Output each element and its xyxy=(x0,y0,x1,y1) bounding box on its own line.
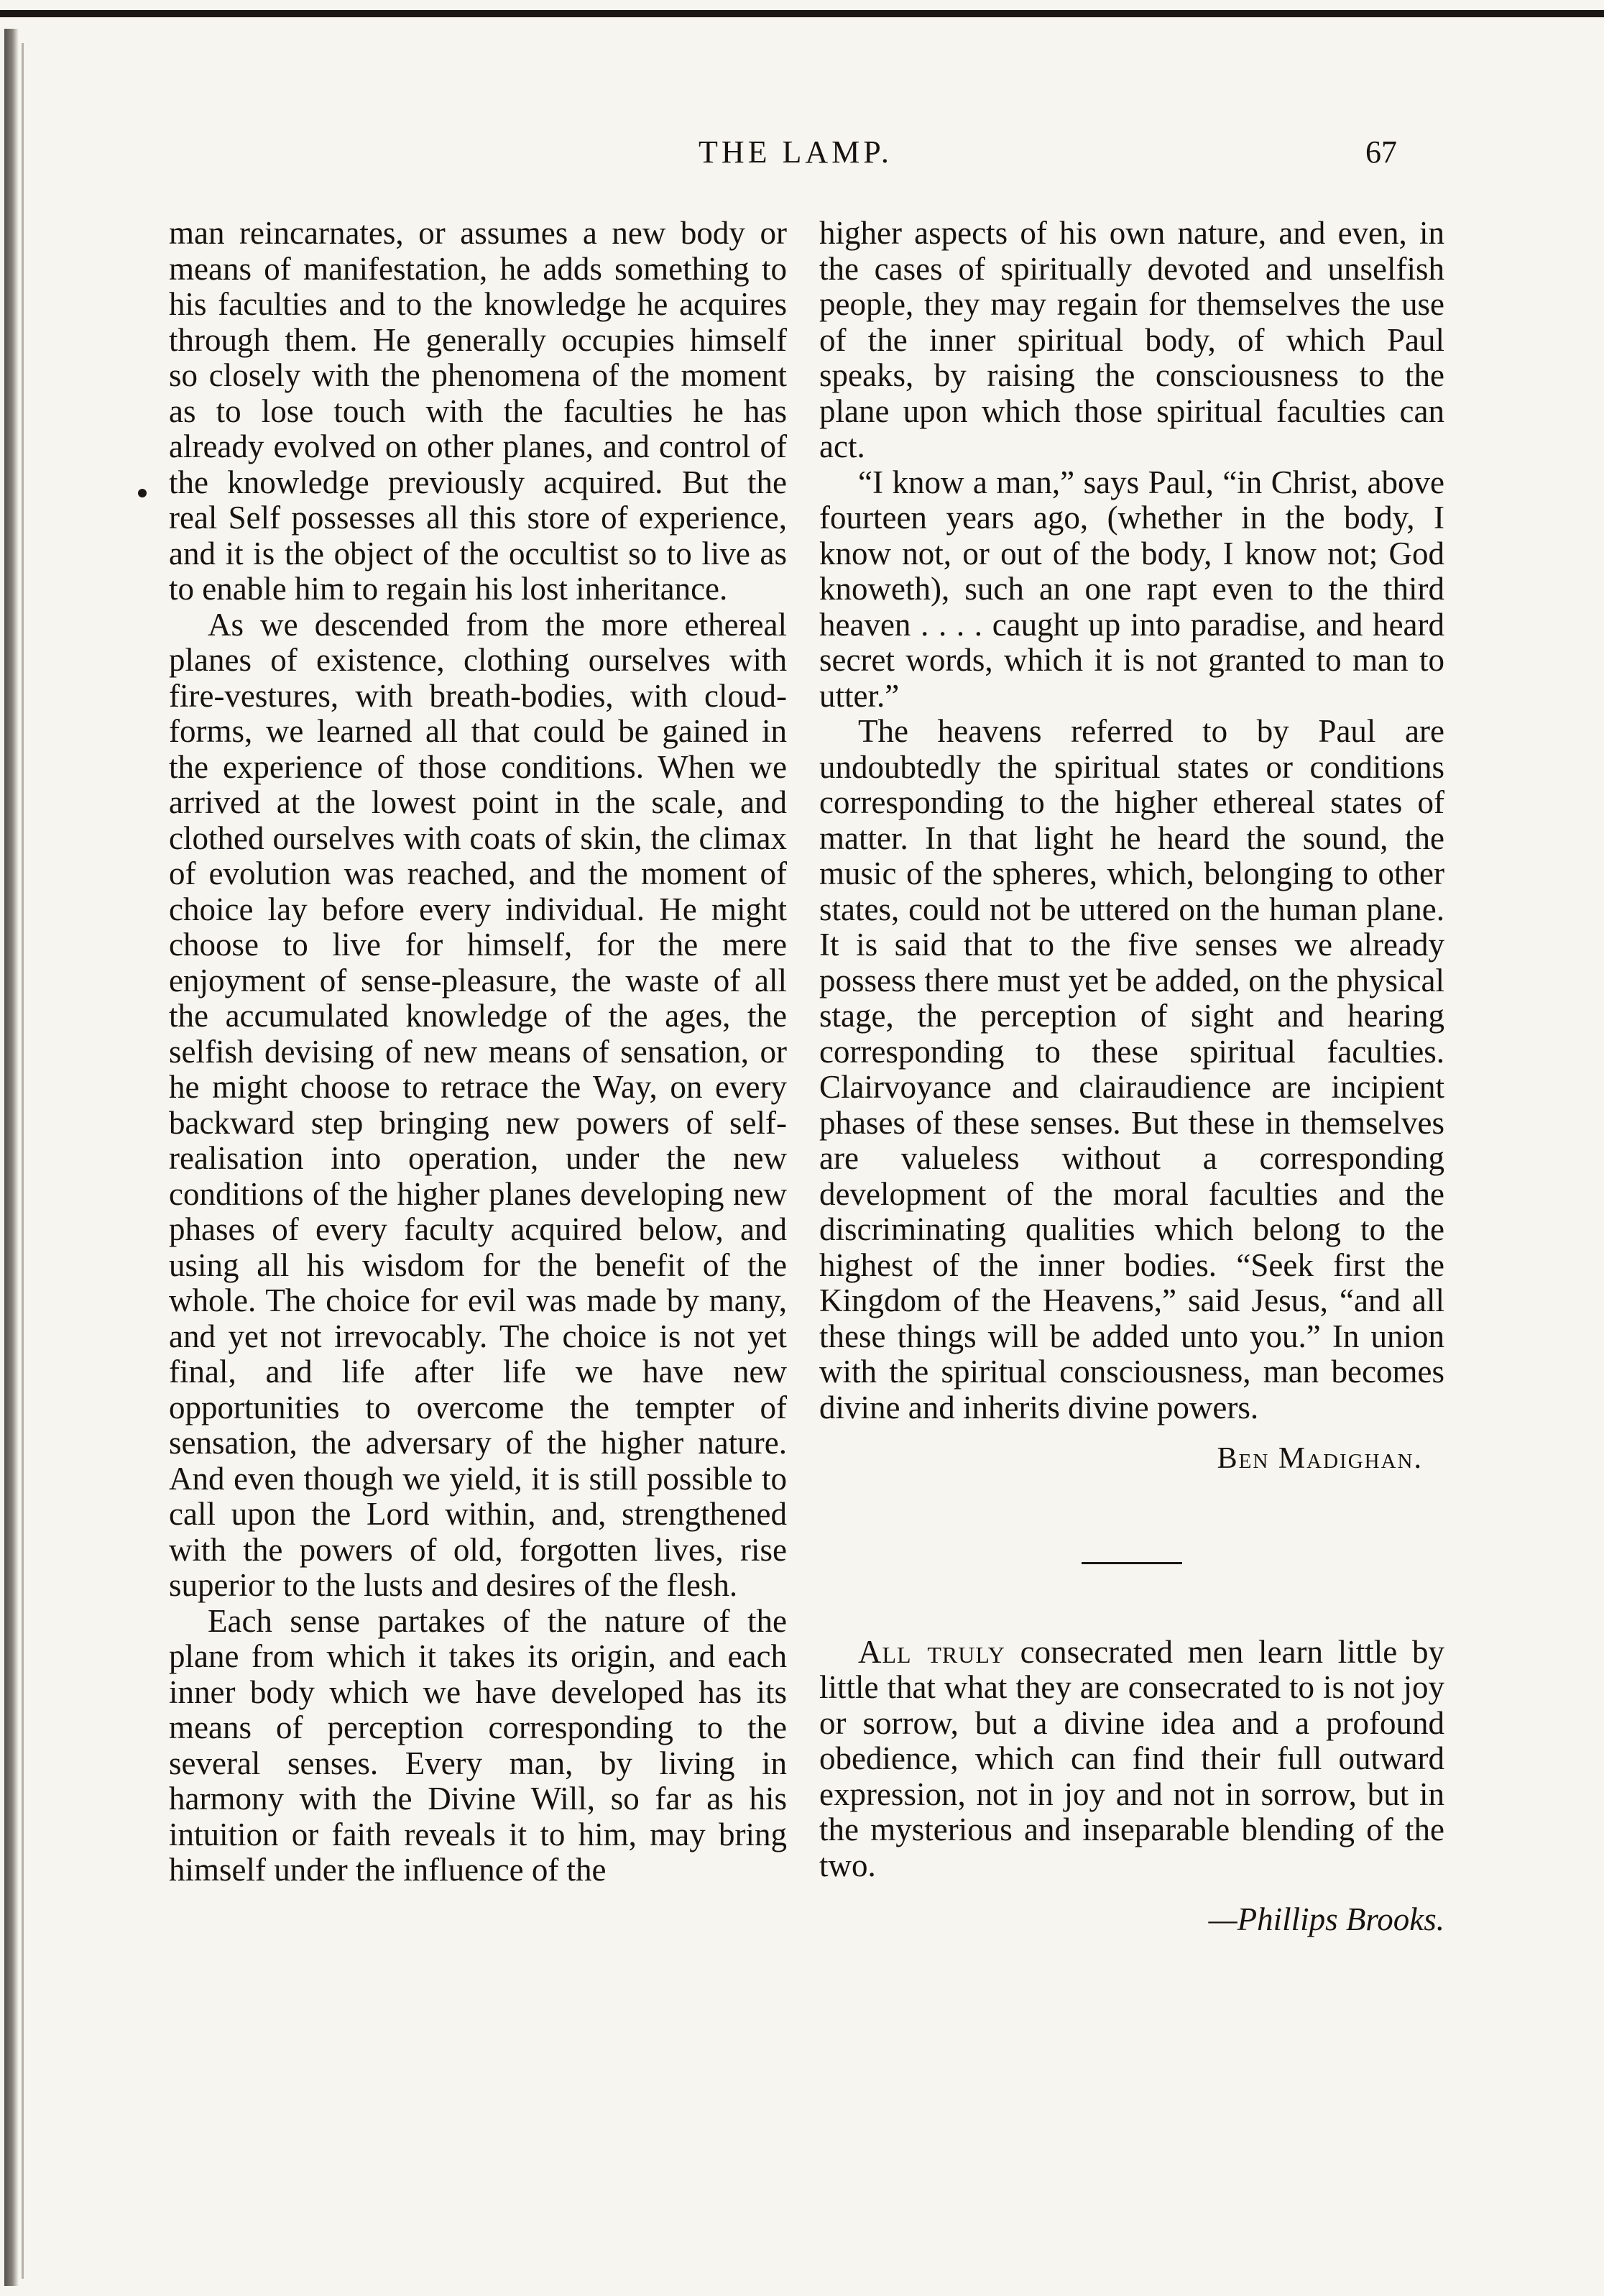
paragraph: The heavens referred to by Paul are undoubtedly the spiritual states or conditions corresponding to the higher ethereal states of matter. In that light he heard the sound, the music of the spheres, which, belonging to other states, could not be uttered on the human plane. It is said that to the five senses we already possess there must yet be added, on the physical stage, the perception of sight and hearing corresponding to these spiritual faculties. Clairvoyance and clairaudience are incipient phases of these senses. But these in themselves are valueless without a corresponding development of the moral faculties and the discriminating qualities which belong to the highest of the inner bodies. “Seek first the Kingdom of the Heavens,” said Jesus, “and all these things will be added unto you.” In union with the spiritual consciousness, man becomes divine and inherits divine powers. xyxy=(819,713,1444,1425)
paragraph: “I know a man,” says Paul, “in Christ, above fourteen years ago, (whether in the body, I know not, or out of the body, I know not; God knoweth), such an one rapt even to the third heaven . . . . caught up into paradise, and heard secret words, which it is not granted to man to utter.” xyxy=(819,464,1444,714)
quote-lead: All truly xyxy=(858,1633,1005,1670)
left-column xyxy=(169,216,787,1888)
page-number: 67 xyxy=(1365,134,1397,170)
binding-edge-shadow xyxy=(4,29,19,2286)
right-column xyxy=(819,216,1444,1938)
page-header xyxy=(0,134,1604,177)
author-signature: Ben Madighan. xyxy=(1217,1442,1423,1475)
paragraph: man reincarnates, or assumes a new body or means of manifestation, he adds something to his faculties and to the knowledge he acquires through them. He generally occupies himself so closely with the phenomena of the moment as to lose touch with the faculties he has already evolved on other planes, and control of the knowledge previously acquired. But the real Self possesses all this store of experience, and it is the object of the occultist so to live as to enable him to regain his lost inheritance. xyxy=(169,215,787,607)
margin-mark xyxy=(138,489,147,497)
quote-paragraph xyxy=(819,1635,1444,1884)
paragraph: Each sense partakes of the nature of the plane from which it takes its origin, and each inner body which we have developed has its means of perception corresponding to the several senses. Every man, by living in harmony with the Divine Will, so far as his intuition or faith reveals it to him, may bring himself under the influence of the xyxy=(169,1602,787,1888)
quote-text: consecrated men learn little by little that what they are consecrated to is not joy or sorrow, but a divine idea and a profound obedience, which can find their full outward expression, not in joy and not in sorrow, but in the mysterious and inseparable blending of the two. xyxy=(819,1633,1444,1883)
binding-edge-line xyxy=(22,43,24,2279)
paragraph: higher aspects of his own nature, and even, in the cases of spiritually devoted and unselfish people, they may regain for themselves the use of the inner spiritual body, of which Paul speaks, by raising the consciousness to the plane upon which those spiritual faculties can act. xyxy=(819,215,1444,464)
paragraph: As we descended from the more ethereal planes of existence, clothing ourselves with fire-vestures, with breath-bodies, with cloud-forms, we learned all that could be gained in the experience of those conditions. When we arrived at the lowest point in the scale, and clothed ourselves with coats of skin, the climax of evolution was reached, and the moment of choice lay before every individual. He might choose to live for himself, for the mere enjoyment of sense-pleasure, the waste of all the accumulated knowledge of the ages, the selfish devising of new means of sensation, or he might choose to retrace the Way, on every backward step bringing new powers of self-realisation into operation, under the new conditions of the higher planes developing new phases of every faculty acquired below, and using all his wisdom for the benefit of the whole. The choice for evil was made by many, and yet not irrevocably. The choice is not yet final, and life after life we have new opportunities to overcome the tempter of sensation, the adversary of the higher nature. And even though we yield, it is still possible to call upon the Lord within, and, strengthened with the powers of old, forgotten lives, rise superior to the lusts and desires of the flesh. xyxy=(169,606,787,1603)
section-separator xyxy=(1082,1562,1182,1564)
top-rule xyxy=(0,10,1604,17)
quote-attribution: —Phillips Brooks. xyxy=(1208,1901,1444,1937)
running-title: THE LAMP. xyxy=(699,134,893,170)
